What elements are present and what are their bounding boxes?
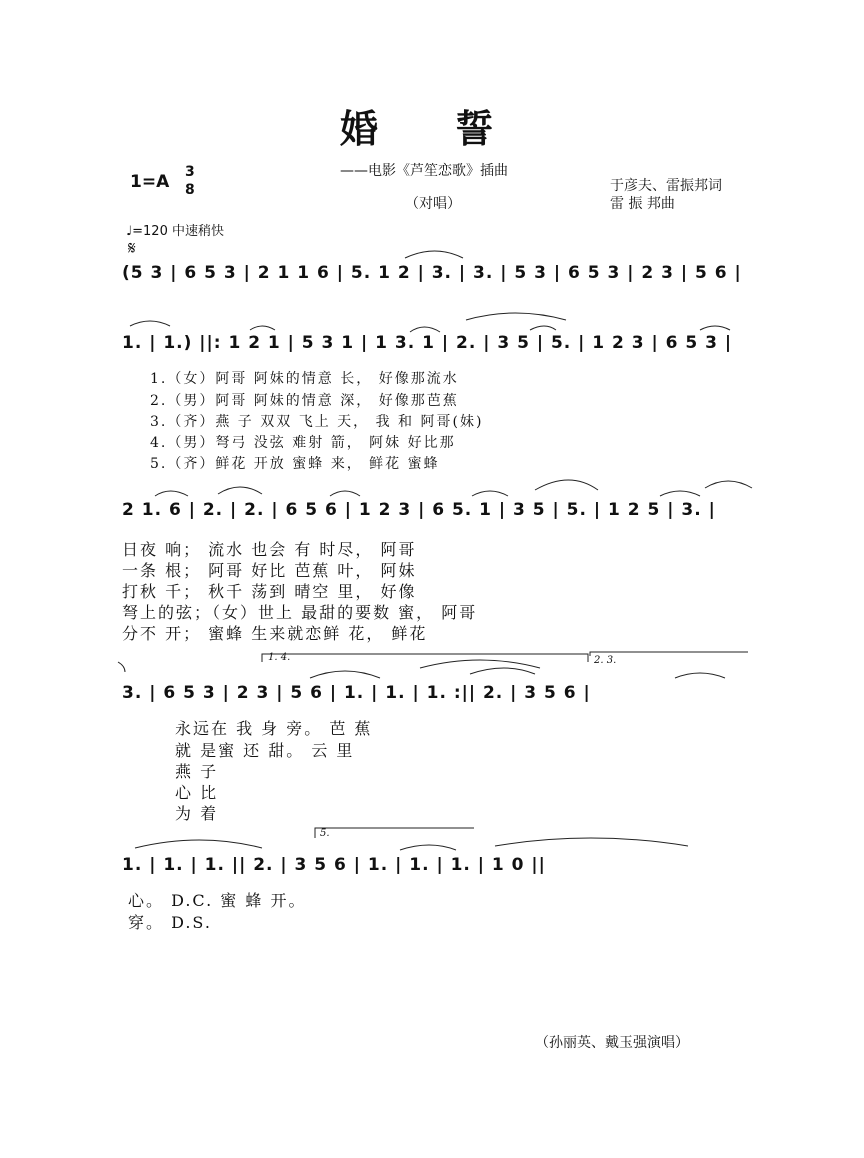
time-signature-top: 3 <box>185 164 195 180</box>
notation-row: (5 3 | 6 5 3 | 2 1 1 6 | 5. 1 2 | 3. | 3. | 5 3 | 6 5 3 | 2 3 | 5 6 | <box>122 263 742 283</box>
notation-row: 1. | 1. | 1. || 2. | 3 5 6 | 1. | 1. | 1. | 1 0 || <box>122 855 546 875</box>
verse-line: 打秋 千； 秋千 荡到 晴空 里， 好像 <box>122 582 417 601</box>
notation-row: 3. | 6 5 3 | 2 3 | 5 6 | 1. | 1. | 1. :|| 2. | 3 5 6 | <box>122 683 591 703</box>
verse-line: 心。 D.C. 蜜 蜂 开。 <box>128 891 307 910</box>
verse-line: 为 着 <box>175 804 219 823</box>
key-signature: 1=A <box>130 172 170 192</box>
verse-line: 2.（男）阿哥 阿妹的情意 深， 好像那芭蕉 <box>150 393 459 409</box>
verse-line: 一条 根； 阿哥 好比 芭蕉 叶， 阿妹 <box>122 561 417 580</box>
verse-line: 就 是蜜 还 甜。 云 里 <box>175 741 355 760</box>
volta-first-label: 1. 4. <box>268 652 291 663</box>
volta-second-label: 2. 3. <box>594 655 617 666</box>
verse-line: 心 比 <box>175 783 219 802</box>
composer-credit: 雷 振 邦曲 <box>610 196 675 212</box>
song-subtitle: ——电影《芦笙恋歌》插曲 <box>340 163 508 179</box>
verse-line: 5.（齐）鲜花 开放 蜜蜂 来， 鲜花 蜜蜂 <box>150 456 440 472</box>
notation-row: 2 1. 6 | 2. | 2. | 6 5 6 | 1 2 3 | 6 5. 1 | 3 5 | 5. | 1 2 5 | 3. | <box>122 500 716 520</box>
verse-line: 永远在 我 身 旁。 芭 蕉 <box>175 719 373 738</box>
performance-note: （对唱） <box>405 196 461 212</box>
verse-line: 燕 子 <box>175 762 219 781</box>
volta-fifth-label: 5. <box>320 828 330 839</box>
time-signature-bottom: 8 <box>185 182 195 198</box>
verse-line: 分不 开； 蜜蜂 生来就恋鲜 花， 鲜花 <box>122 624 428 643</box>
verse-line: 穿。 D.S. <box>128 913 212 932</box>
verse-line: 弩上的弦；（女）世上 最甜的要数 蜜， 阿哥 <box>122 603 478 622</box>
verse-line: 4.（男）弩弓 没弦 难射 箭， 阿妹 好比那 <box>150 435 456 451</box>
verse-line: 3.（齐）燕 子 双双 飞上 天， 我 和 阿哥(妹) <box>150 414 484 430</box>
song-title: 婚 誓 <box>340 107 496 151</box>
verse-line: 日夜 响； 流水 也会 有 时尽， 阿哥 <box>122 540 417 559</box>
verse-line: 1.（女）阿哥 阿妹的情意 长， 好像那流水 <box>150 371 459 387</box>
segno-icon: 𝄋 <box>128 238 136 259</box>
lyricist-credit: 于彦夫、雷振邦词 <box>610 178 722 194</box>
tempo-marking: ♩=120 中速稍快 <box>126 224 224 239</box>
performers-credit: （孙丽英、戴玉强演唱） <box>535 1035 689 1051</box>
notation-row: 1. | 1.) ||: 1 2 1 | 5 3 1 | 1 3. 1 | 2. | 3 5 | 5. | 1 2 3 | 6 5 3 | <box>122 333 733 353</box>
